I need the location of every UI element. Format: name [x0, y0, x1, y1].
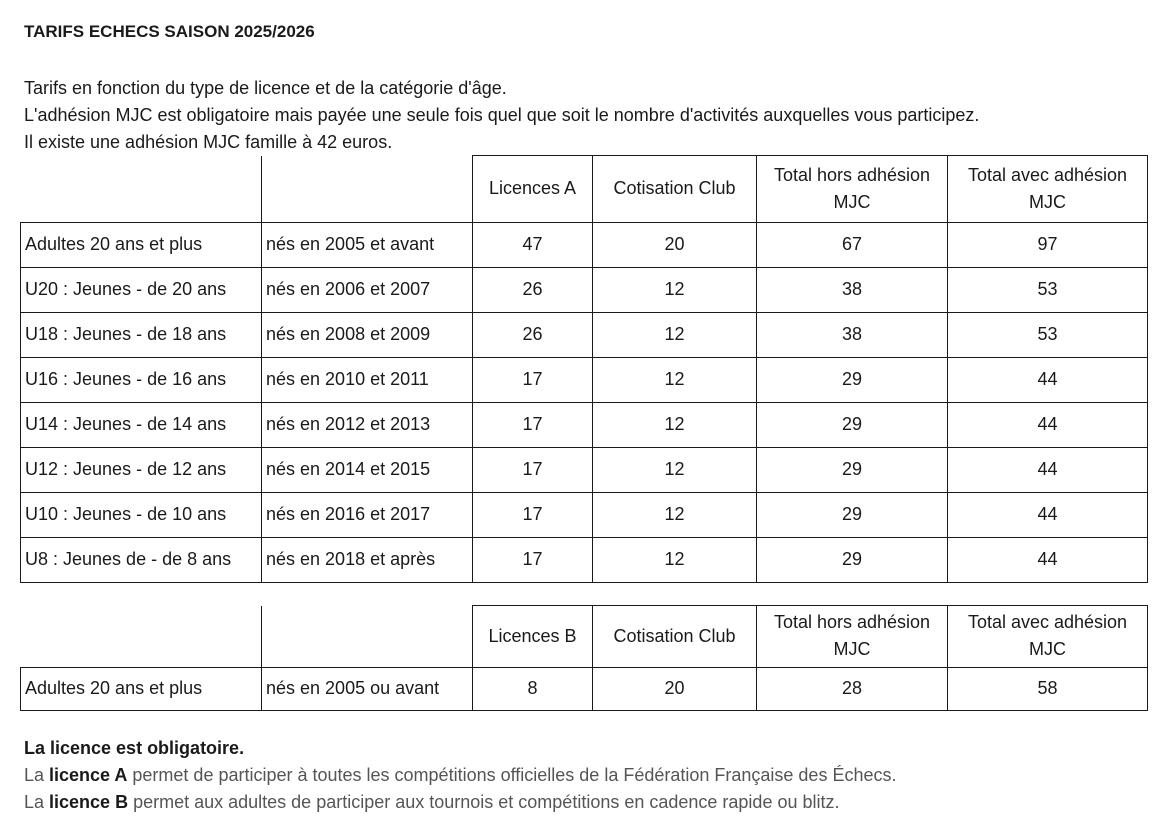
- cell-total-avec: 44: [948, 402, 1148, 447]
- footer-b-prefix: La: [24, 792, 50, 812]
- cell-licence: 47: [473, 222, 593, 267]
- table-row: [21, 492, 1148, 537]
- empty-header-cell: [21, 156, 262, 223]
- empty-header-cell: [21, 606, 262, 668]
- header-total-hors-text: Total hors adhésion MJC: [773, 612, 931, 660]
- table-row: [21, 667, 1148, 710]
- intro-line-3: Il existe une adhésion MJC famille à 42 euros.: [24, 132, 393, 152]
- cell-total-hors: 67: [757, 222, 948, 267]
- cell-total-avec: 44: [948, 357, 1148, 402]
- cell-total-hors: 28: [757, 667, 948, 710]
- cell-club: 20: [593, 667, 757, 710]
- cell-licence: 17: [473, 537, 593, 582]
- cell-total-avec: 44: [948, 492, 1148, 537]
- cell-born: nés en 2014 et 2015: [262, 447, 473, 492]
- table-row: [21, 357, 1148, 402]
- cell-born: nés en 2008 et 2009: [262, 312, 473, 357]
- table-row: [21, 222, 1148, 267]
- footer-a-rest: permet de participer à toutes les compétitions officielles de la Fédération Française des Échecs.: [127, 765, 897, 785]
- cell-total-avec: 58: [948, 667, 1148, 710]
- footer-b-rest: permet aux adultes de participer aux tournois et compétitions en cadence rapide ou blitz.: [128, 792, 840, 812]
- cell-category: U12 : Jeunes - de 12 ans: [21, 447, 262, 492]
- footer-b-bold: licence B: [49, 792, 129, 812]
- header-total-avec: [948, 606, 1148, 668]
- table-header-row: [21, 156, 1148, 223]
- footer-a-prefix: La: [24, 765, 50, 785]
- header-total-hors: [757, 606, 948, 668]
- cell-club: 12: [593, 267, 757, 312]
- cell-category: U10 : Jeunes - de 10 ans: [21, 492, 262, 537]
- empty-header-cell: [262, 156, 473, 223]
- page-title: TARIFS ECHECS SAISON 2025/2026: [24, 22, 315, 41]
- cell-club: 12: [593, 447, 757, 492]
- empty-header-cell: [262, 606, 473, 668]
- cell-licence: 17: [473, 357, 593, 402]
- cell-licence: 26: [473, 267, 593, 312]
- cell-total-hors: 29: [757, 537, 948, 582]
- cell-category: U16 : Jeunes - de 16 ans: [21, 357, 262, 402]
- cell-total-hors: 38: [757, 312, 948, 357]
- cell-total-avec: 44: [948, 447, 1148, 492]
- header-total-hors: [757, 156, 948, 223]
- cell-total-avec: 53: [948, 312, 1148, 357]
- cell-born: nés en 2016 et 2017: [262, 492, 473, 537]
- cell-club: 12: [593, 357, 757, 402]
- cell-category: Adultes 20 ans et plus: [21, 222, 262, 267]
- cell-category: U14 : Jeunes - de 14 ans: [21, 402, 262, 447]
- cell-category: Adultes 20 ans et plus: [21, 667, 262, 710]
- header-licence: Licences A: [473, 156, 593, 223]
- header-total-avec-text: Total avec adhésion MJC: [967, 164, 1128, 212]
- licence-a-table: [20, 155, 1148, 583]
- cell-total-avec: 97: [948, 222, 1148, 267]
- header-total-avec-text: Total avec adhésion MJC: [967, 612, 1128, 660]
- header-club: Cotisation Club: [593, 156, 757, 223]
- cell-licence: 17: [473, 402, 593, 447]
- cell-licence: 17: [473, 492, 593, 537]
- cell-licence: 17: [473, 447, 593, 492]
- table-row: [21, 402, 1148, 447]
- table-header-row: [21, 606, 1148, 668]
- cell-total-avec: 44: [948, 537, 1148, 582]
- intro-line-2: L'adhésion MJC est obligatoire mais payée une seule fois quel que soit le nombre d'activités auxquelles vous participez.: [24, 105, 980, 125]
- table-row: [21, 537, 1148, 582]
- cell-born: nés en 2018 et après: [262, 537, 473, 582]
- cell-born: nés en 2012 et 2013: [262, 402, 473, 447]
- cell-total-hors: 29: [757, 357, 948, 402]
- cell-club: 20: [593, 222, 757, 267]
- cell-born: nés en 2005 ou avant: [262, 667, 473, 710]
- cell-club: 12: [593, 402, 757, 447]
- footer-mandatory: La licence est obligatoire.: [24, 738, 245, 758]
- table-row: [21, 312, 1148, 357]
- footer-licence-b: [24, 792, 840, 813]
- cell-licence: 8: [473, 667, 593, 710]
- cell-total-hors: 38: [757, 267, 948, 312]
- header-club: Cotisation Club: [593, 606, 757, 668]
- table-row: [21, 447, 1148, 492]
- footer-licence-a: [24, 765, 896, 786]
- cell-licence: 26: [473, 312, 593, 357]
- intro-line-1: Tarifs en fonction du type de licence et de la catégorie d'âge.: [24, 78, 507, 98]
- cell-born: nés en 2006 et 2007: [262, 267, 473, 312]
- cell-born: nés en 2010 et 2011: [262, 357, 473, 402]
- cell-total-hors: 29: [757, 402, 948, 447]
- cell-category: U8 : Jeunes de - de 8 ans: [21, 537, 262, 582]
- cell-category: U18 : Jeunes - de 18 ans: [21, 312, 262, 357]
- header-total-avec: [948, 156, 1148, 223]
- cell-born: nés en 2005 et avant: [262, 222, 473, 267]
- header-total-hors-text: Total hors adhésion MJC: [773, 164, 931, 212]
- cell-category: U20 : Jeunes - de 20 ans: [21, 267, 262, 312]
- cell-club: 12: [593, 537, 757, 582]
- cell-club: 12: [593, 492, 757, 537]
- table-row: [21, 267, 1148, 312]
- footer-a-bold: licence A: [49, 765, 128, 785]
- cell-total-avec: 53: [948, 267, 1148, 312]
- header-licence: Licences B: [473, 606, 593, 668]
- cell-total-hors: 29: [757, 447, 948, 492]
- cell-total-hors: 29: [757, 492, 948, 537]
- licence-b-table: [20, 605, 1148, 711]
- cell-club: 12: [593, 312, 757, 357]
